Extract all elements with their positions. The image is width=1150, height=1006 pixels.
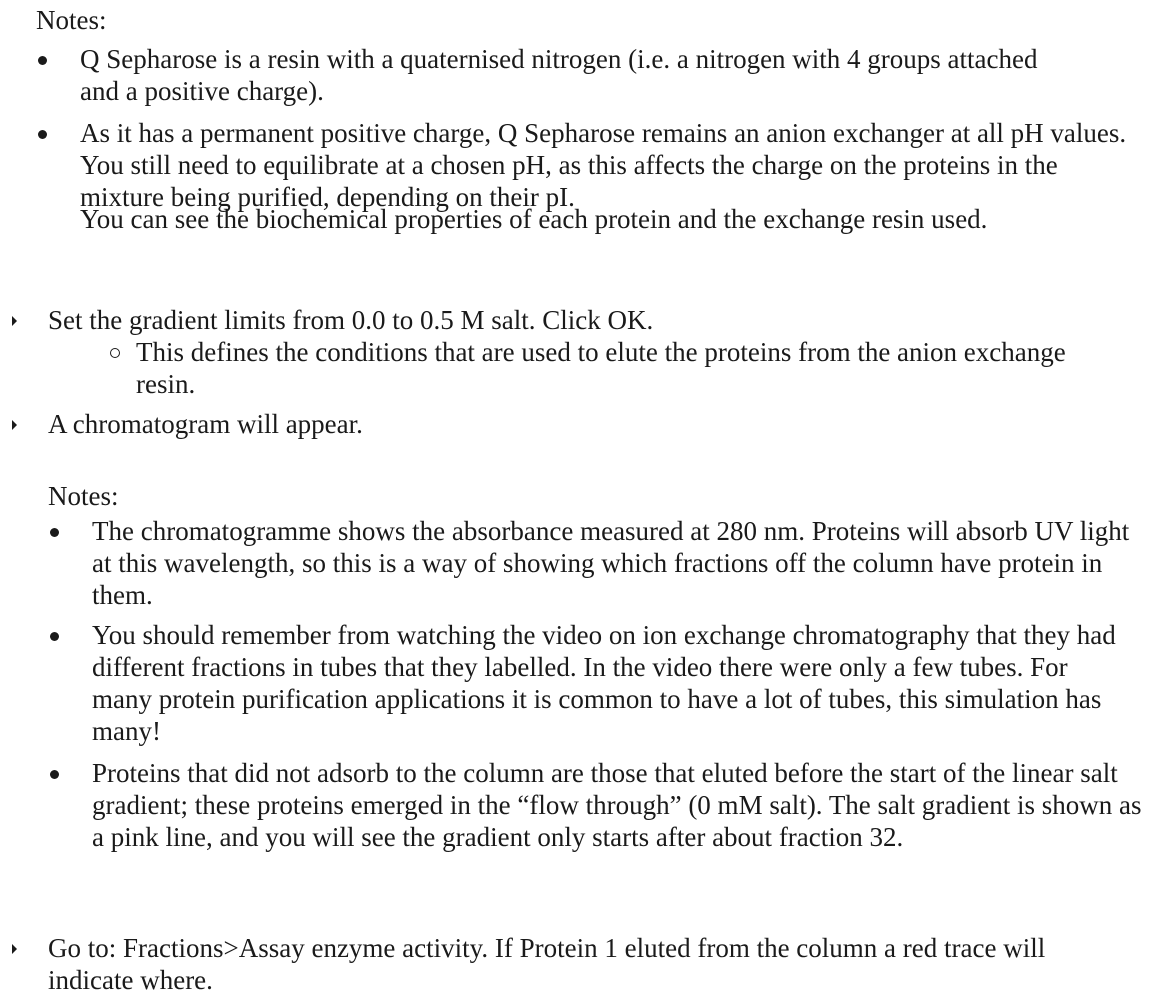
bullet-circle-icon (110, 348, 120, 358)
bullet-arrow-icon (12, 420, 17, 430)
bullet-arrow-icon (12, 316, 17, 326)
notes-heading-top: Notes: (36, 5, 107, 35)
note-item: You should remember from watching the video on ion exchange chromatography that they had different fractions in tubes that they labelled. In the video there were only a few tubes. For many protein purification applications it is common to have a lot of tubes, this simulation has many! (92, 620, 1116, 746)
bullet-dot-icon (38, 56, 47, 65)
note-item: Q Sepharose is a resin with a quaternised nitrogen (i.e. a nitrogen with 4 groups attached and a positive charge). (80, 44, 1038, 106)
note-item: The chromatogramme shows the absorbance measured at 280 nm. Proteins will absorb UV light at this wavelength, so this is a way of showing which fractions off the column have protein in them. (92, 516, 1130, 610)
bullet-arrow-icon (12, 944, 17, 954)
bullet-dot-icon (50, 632, 59, 641)
note-item: Proteins that did not adsorb to the column are those that eluted before the start of the linear salt gradient; these proteins emerged in the “flow through” (0 mM salt). The salt gradient is shown as a pink line, and you will see the gradient only starts after about fraction 32. (92, 758, 1142, 852)
step-item: Go to: Fractions>Assay enzyme activity. If Protein 1 eluted from the column a red trace will indicate where. (48, 933, 1046, 995)
step-item: A chromatogram will appear. (48, 409, 363, 439)
notes-heading-mid: Notes: (48, 481, 119, 511)
bullet-dot-icon (50, 770, 59, 779)
step-sub-item: This defines the conditions that are used to elute the proteins from the anion exchange resin. (136, 337, 1066, 399)
bullet-dot-icon (38, 130, 47, 139)
step-item: Set the gradient limits from 0.0 to 0.5 M salt. Click OK. (48, 305, 654, 335)
bullet-dot-icon (50, 528, 59, 537)
note-item: As it has a permanent positive charge, Q Sepharose remains an anion exchanger at all pH values. You still need to equilibrate at a chosen pH, as this affects the charge on the proteins in the mixture being purified, depending on their pI. (80, 118, 1127, 212)
cropped-text-line: You can see the biochemical properties of each protein and the exchange resin used. (80, 204, 988, 234)
